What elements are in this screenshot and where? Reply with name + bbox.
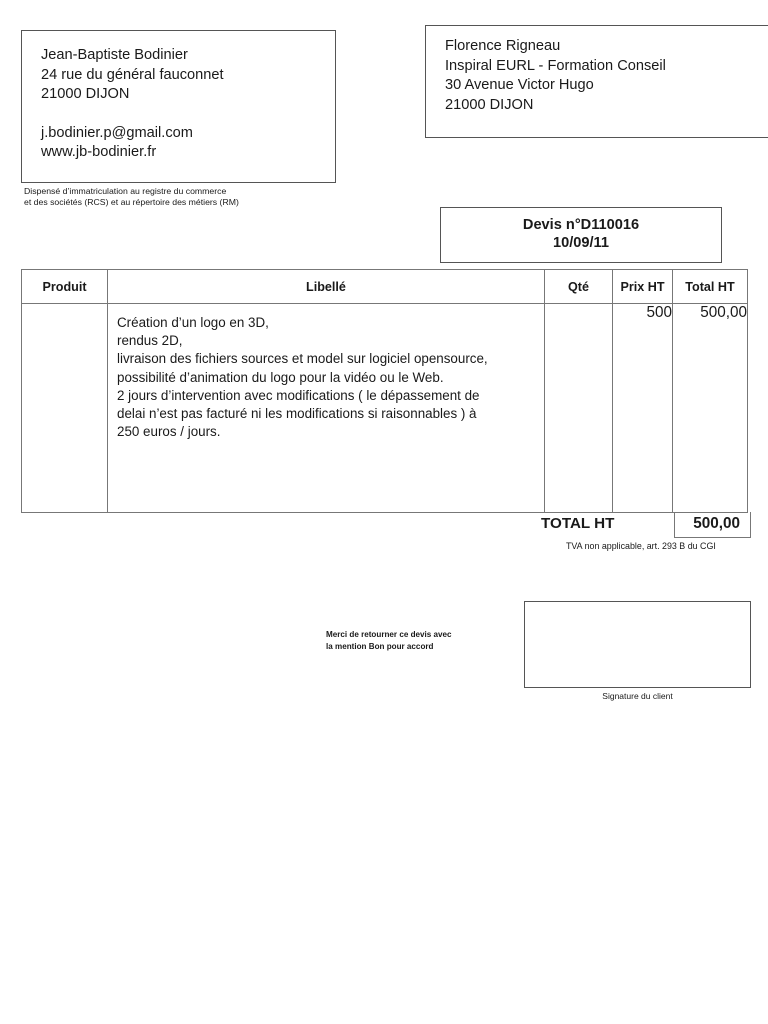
legal-notice-line: et des sociétés (RCS) et au répertoire des métiers (RM) — [24, 197, 239, 207]
cell-product — [22, 304, 108, 513]
recipient-company: Inspiral EURL - Formation Conseil — [445, 57, 666, 74]
header-label: Libellé — [108, 270, 545, 304]
sender-name: Jean-Baptiste Bodinier — [41, 47, 188, 63]
legal-notice — [24, 186, 239, 208]
cell-label — [108, 304, 545, 513]
quote-header-box — [440, 207, 722, 263]
description-line: 250 euros / jours. — [117, 424, 221, 440]
recipient-street: 30 Avenue Victor Hugo — [445, 77, 594, 94]
spacer — [41, 105, 335, 124]
sender-street: 24 rue du général fauconnet — [41, 66, 224, 83]
legal-notice-line: Dispensé d’immatriculation au registre du commerce — [24, 186, 227, 196]
description-line: livraison des fichiers sources et model sur logiciel opensource, — [117, 351, 488, 367]
description-line: 2 jours d’intervention avec modifications ( le dépassement de — [117, 387, 480, 403]
tva-note: TVA non applicable, art. 293 B du CGI — [566, 541, 716, 551]
sender-city: 21000 DIJON — [41, 86, 130, 103]
table-header-row — [22, 270, 748, 304]
cell-total: 500,00 — [673, 304, 748, 513]
total-ht-value: 500,00 — [674, 512, 751, 538]
quote-number: Devis n°D110016 — [522, 217, 640, 233]
signature-label: Signature du client — [602, 691, 673, 701]
recipient-address-block — [425, 25, 768, 138]
sender-website: www.jb-bodinier.fr — [41, 144, 157, 161]
header-total: Total HT — [673, 270, 748, 304]
signature-box — [524, 601, 751, 688]
cell-qty — [545, 304, 613, 513]
description-line: delai n’est pas facturé ni les modifications si raisonnables ) à — [117, 406, 477, 422]
sender-address-block — [21, 30, 336, 183]
sender-email: j.bodinier.p@gmail.com — [41, 124, 193, 141]
recipient-city: 21000 DIJON — [445, 96, 534, 113]
header-unit-price: Prix HT — [613, 270, 673, 304]
quote-table — [21, 269, 748, 513]
header-qty: Qté — [545, 270, 613, 304]
item-description — [108, 304, 544, 441]
approval-instructions — [326, 629, 452, 654]
cell-unit-price: 500 — [613, 304, 673, 513]
header-product: Produit — [22, 270, 108, 304]
description-line: Création d’un logo en 3D, — [117, 315, 269, 330]
description-line: rendus 2D, — [117, 333, 183, 349]
quote-date: 10/09/11 — [552, 235, 609, 251]
table-row — [22, 304, 748, 513]
recipient-name: Florence Rigneau — [445, 38, 561, 54]
total-ht-label: TOTAL HT — [541, 515, 615, 532]
description-line: possibilité d’animation du logo pour la vidéo ou le Web. — [117, 369, 444, 385]
approval-line: la mention Bon pour accord — [326, 642, 434, 652]
approval-line: Merci de retourner ce devis avec — [326, 630, 452, 639]
